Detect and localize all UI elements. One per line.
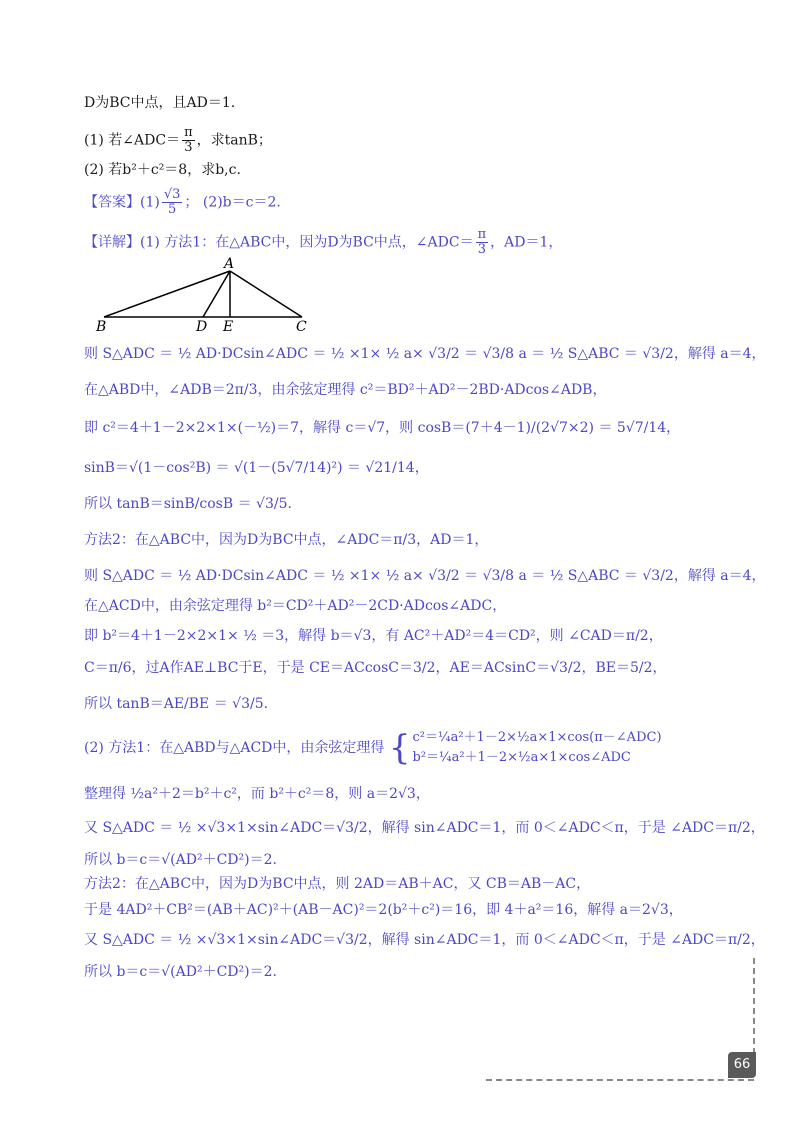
m1-line-5: 所以 tanB＝sinB/cosB ＝ √3/5. <box>84 496 292 512</box>
equation-system <box>413 728 662 768</box>
p2-line-4: 方法2：在△ABC中，因为D为BC中点，则 2AD＝AB＋AC，又 CB＝AB－AC， <box>84 876 591 892</box>
question-1-suffix: ，求tanB； <box>196 132 272 149</box>
system-eq-2: b²＝¼a²＋1－2×½a×1×cos∠ADC <box>412 750 631 765</box>
detail-intro: 【详解】(1) 方法1：在△ABC中，因为D为BC中点，∠ADC＝ $\frac{\pi}{3}$ ，AD＝1， <box>84 227 563 257</box>
fraction: $\frac{\pi}{3}$ <box>477 227 487 257</box>
label-d: D <box>196 319 208 335</box>
answer-tag: 【答案】 <box>84 194 140 211</box>
m2-line-2: 在△ACD中，由余弦定理得 b²＝CD²＋AD²－2CD·ADcos∠ADC， <box>84 598 507 614</box>
question-2: (2) 若b²＋c²＝8，求b,c. <box>84 162 241 178</box>
m1-line-4: sinB＝√(1－cos²B) ＝ √(1－(5√7/14)²) ＝ √21/14， <box>84 460 429 476</box>
label-c: C <box>296 319 307 335</box>
answer-line: 【答案】(1) $\frac{√3}{5}$ ； (2)b＝c＝2. <box>84 187 281 217</box>
fraction: $\frac{√3}{5}$ <box>163 187 181 217</box>
segment-ad <box>203 271 230 317</box>
m1-line-3: 即 c²＝4＋1－2×2×1×(－½)＝7，解得 c＝√7，则 cosB＝(7＋4－1)/(2√7×2) ＝ 5√7/14， <box>84 420 681 436</box>
m2-line-1: 则 S△ADC ＝ ½ AD·DCsin∠ADC ＝ ½ ×1× ½ a× √3/2 ＝ √3/8 a ＝ ½ S△ABC ＝ √3/2，解得 a＝4， <box>84 568 766 584</box>
p2-line-2: 又 S△ADC ＝ ½ ×√3×1×sin∠ADC＝√3/2，解得 sin∠ADC＝1，而 0＜∠ADC＜π，于是 ∠ADC＝π/2， <box>84 820 765 836</box>
p2-line-6: 又 S△ADC ＝ ½ ×√3×1×sin∠ADC＝√3/2，解得 sin∠ADC＝1，而 0＜∠ADC＜π，于是 ∠ADC＝π/2， <box>84 932 765 948</box>
page-number: 66 <box>728 1052 756 1078</box>
page-border-horizontal <box>486 1079 754 1081</box>
page-border-vertical <box>753 958 755 1054</box>
system-eq-1: c²＝¼a²＋1－2×½a×1×cos(π－∠ADC) <box>412 730 662 745</box>
m2-line-5: 所以 tanB＝AE/BE ＝ √3/5. <box>84 696 269 712</box>
p2-line-5: 于是 4AD²＋CB²＝(AB＋AC)²＋(AB－AC)²＝2(b²＋c²)＝16，即 4＋a²＝16，解得 a＝2√3， <box>84 902 683 918</box>
p2-line-3: 所以 b＝c＝√(AD²＋CD²)＝2. <box>84 852 277 868</box>
segment-ac <box>230 271 302 317</box>
m1-line-1: 则 S△ADC ＝ ½ AD·DCsin∠ADC ＝ ½ ×1× ½ a× √3/2 ＝ √3/8 a ＝ ½ S△ABC ＝ √3/2，解得 a＝4， <box>84 346 766 362</box>
question-1-prefix: (1) 若∠ADC＝ <box>84 132 181 149</box>
p2-line-1: 整理得 ½a²＋2＝b²＋c²，而 b²＋c²＝8，则 a＝2√3， <box>84 786 430 802</box>
label-a: A <box>224 256 235 272</box>
problem-line-1: D为BC中点，且AD＝1. <box>84 95 236 111</box>
m2-line-4: C＝π/6，过A作AE⊥BC于E，于是 CE＝ACcosC＝3/2，AE＝ACsinC＝√3/2，BE＝5/2， <box>84 660 667 676</box>
p2-intro: (2) 方法1：在△ABD与△ACD中，由余弦定理得 { c²＝¼a²＋1－2×½a×1×cos(π－∠ADC) b²＝¼a²＋1－2×½a×1×cos∠ADC <box>84 728 662 768</box>
system-brace: { <box>388 728 411 768</box>
m2-line-0: 方法2：在△ABC中，因为D为BC中点，∠ADC＝π/3，AD＝1， <box>84 532 489 548</box>
triangle-figure <box>90 255 330 335</box>
m1-line-2: 在△ABD中，∠ADB＝2π/3，由余弦定理得 c²＝BD²＋AD²－2BD·ADcos∠ADB， <box>84 382 607 398</box>
question-1 <box>84 126 272 155</box>
label-b: B <box>96 319 107 335</box>
fraction: $\frac{\pi}{3}$ <box>184 125 193 155</box>
detail-tag: 【详解】 <box>84 234 140 251</box>
segment-ab <box>104 271 230 317</box>
label-e: E <box>223 319 234 335</box>
m2-line-3: 即 b²＝4＋1－2×2×1× ½ ＝3，解得 b＝√3，有 AC²＋AD²＝4＝CD²，则 ∠CAD＝π/2， <box>84 628 663 644</box>
p2-line-7: 所以 b＝c＝√(AD²＋CD²)＝2. <box>84 964 277 980</box>
